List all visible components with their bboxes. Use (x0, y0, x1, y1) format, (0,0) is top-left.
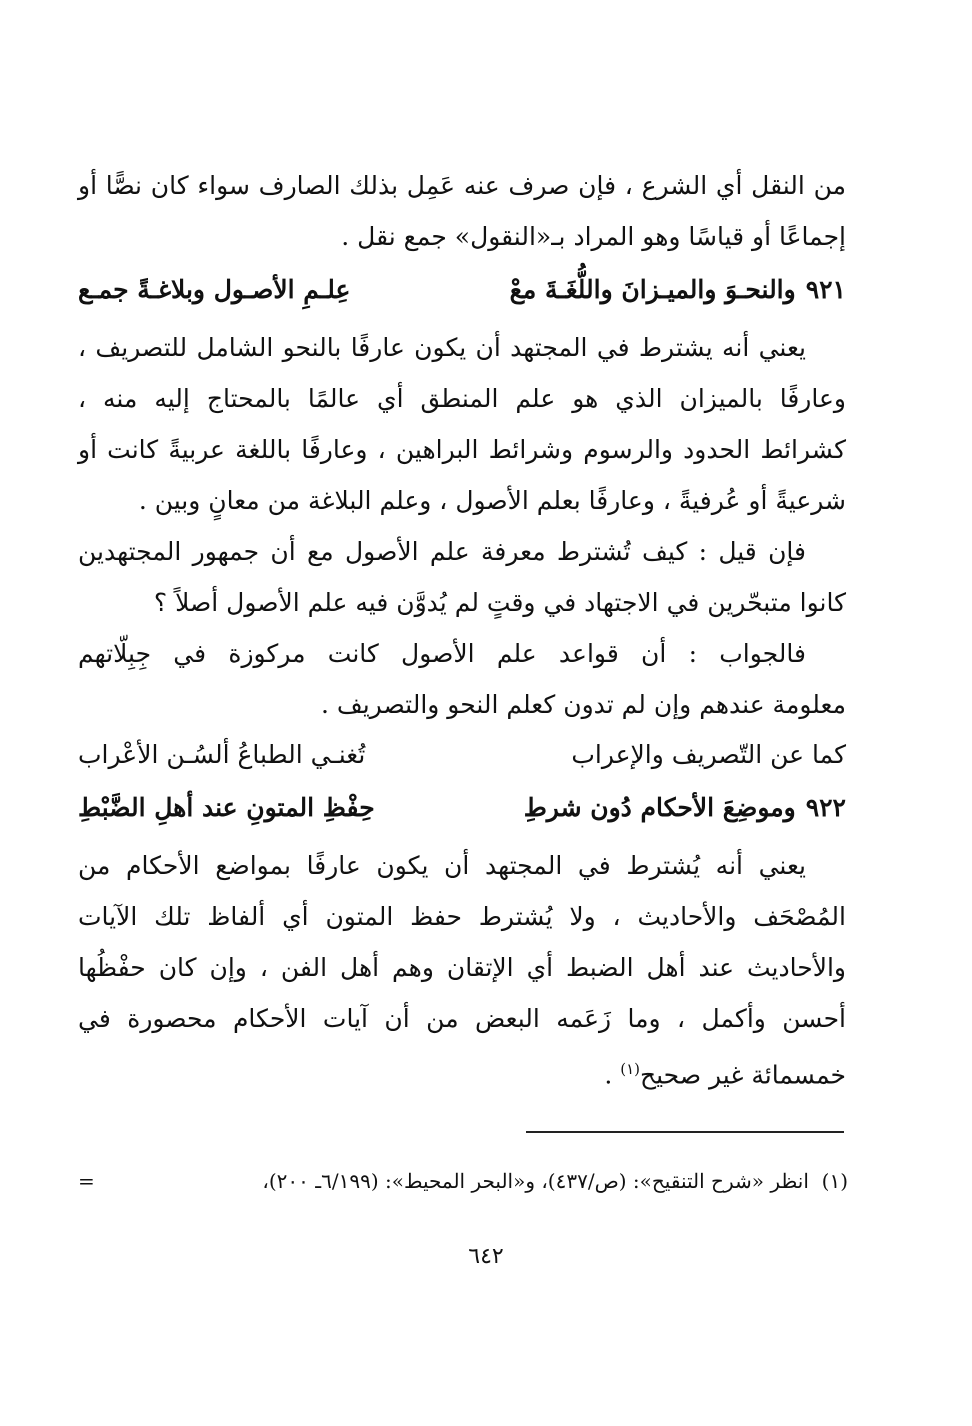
footnote-body (262, 1166, 848, 1196)
footnote-continuation-mark: = (78, 1169, 95, 1193)
intro-line-1: من النقل أي الشرع ، فإن صرف عنه عَمِل بذلك الصارف سواء كان نصًّا أو (78, 171, 846, 200)
para-921-line-1: يعني أنه يشترط في المجتهد أن يكون عارفًا بالنحو الشامل للتصريف ، (78, 333, 806, 362)
para-922-end: . (604, 1060, 621, 1090)
question-line-1: فإن قيل : كيف تُشترط معرفة علم الأصول مع أن جمهور المجتهدين (78, 537, 806, 566)
answer-line-1: فالجواب : أن قواعد علم الأصول كانت مركوزة في جِبِلّاتهم (78, 639, 806, 668)
quoted-verse (78, 730, 846, 780)
verse-921 (78, 266, 846, 314)
footnote (78, 1166, 848, 1196)
verse-number: ٩٢١ (805, 275, 846, 304)
para-922-line-2: المُصْحَف والأحاديث ، ولا يُشترط حفظ المتون أي ألفاظ تلك الآيات (78, 902, 846, 931)
main-text (78, 160, 846, 1095)
verse-921-left-half: عِلـمِ الأصـول وبلاغـةً جمـع (78, 275, 351, 304)
verse-922-right-half: ٩٢٢وموضِعَ الأحكام دُون شرطِ (523, 793, 846, 822)
para-922-line-1: يعني أنه يُشترط في المجتهد أن يكون عارفًا بمواضع الأحكام من (78, 851, 806, 880)
verse-921-right-half: ٩٢١والنحـوَ والميـزانَ واللُّغَـةَ معْ (509, 275, 846, 304)
para-921-line-2: وعارفًا بالميزان الذي هو علم المنطق أي عالمًا بالمحتاج إليه منه ، (78, 384, 846, 413)
para-921-line-4: شرعيةً أو عُرفيةً ، وعارفًا بعلم الأصول ، وعلم البلاغة من معانٍ وبين . (138, 486, 846, 515)
quoted-verse-left-half: تُغنـي الطباعُ ألسُـن الأعْراب (78, 740, 366, 769)
quoted-verse-right-half: كما عن التّصريف والإعراب (571, 740, 846, 769)
intro-line-2: إجماعًا أو قياسًا وهو المراد بـ«النقول» جمع نقل . (341, 222, 846, 251)
question-line-2: كانوا متبحّرين في الاجتهاد في وقتٍ لم يُدوَّن فيه علم الأصول أصلاً ؟ (153, 588, 846, 617)
verse-number: ٩٢٢ (805, 793, 846, 822)
verse-922 (78, 784, 846, 832)
para-921-line-3: كشرائط الحدود والرسوم وشرائط البراهين ، وعارفًا باللغة عربيةً كانت أو (78, 435, 846, 464)
answer-line-2: معلومة عندهم وإن لم تدون كعلم النحو والتصريف . (320, 690, 846, 719)
footnote-divider (526, 1131, 844, 1133)
verse-922-left-half: حِفْظِ المتونِ عند أهلِ الضَّبْطِ (78, 793, 375, 822)
footnote-reference: (١) (620, 1060, 640, 1078)
footnote-number: (١) (821, 1169, 848, 1193)
para-922-line-4: أحسن وأكمل ، وما زَعَمه البعض من أن آيات الأحكام محصورة في (78, 1004, 846, 1033)
para-922-line-5 (78, 1044, 846, 1095)
para-922-line-3: والأحاديث عند أهل الضبط أي الإتقان وهم أهل الفن ، وإن كان حفْظُها (78, 953, 846, 982)
para-922-last-text: خمسمائة غير صحيح (640, 1060, 846, 1090)
footnote-text: انظر «شرح التنقيح»: (ص/٤٣٧)، و«البحر المحيط»: (٦/١٩٩ـ ٢٠٠)، (262, 1169, 809, 1193)
page-number: ٦٤٢ (468, 1244, 504, 1269)
